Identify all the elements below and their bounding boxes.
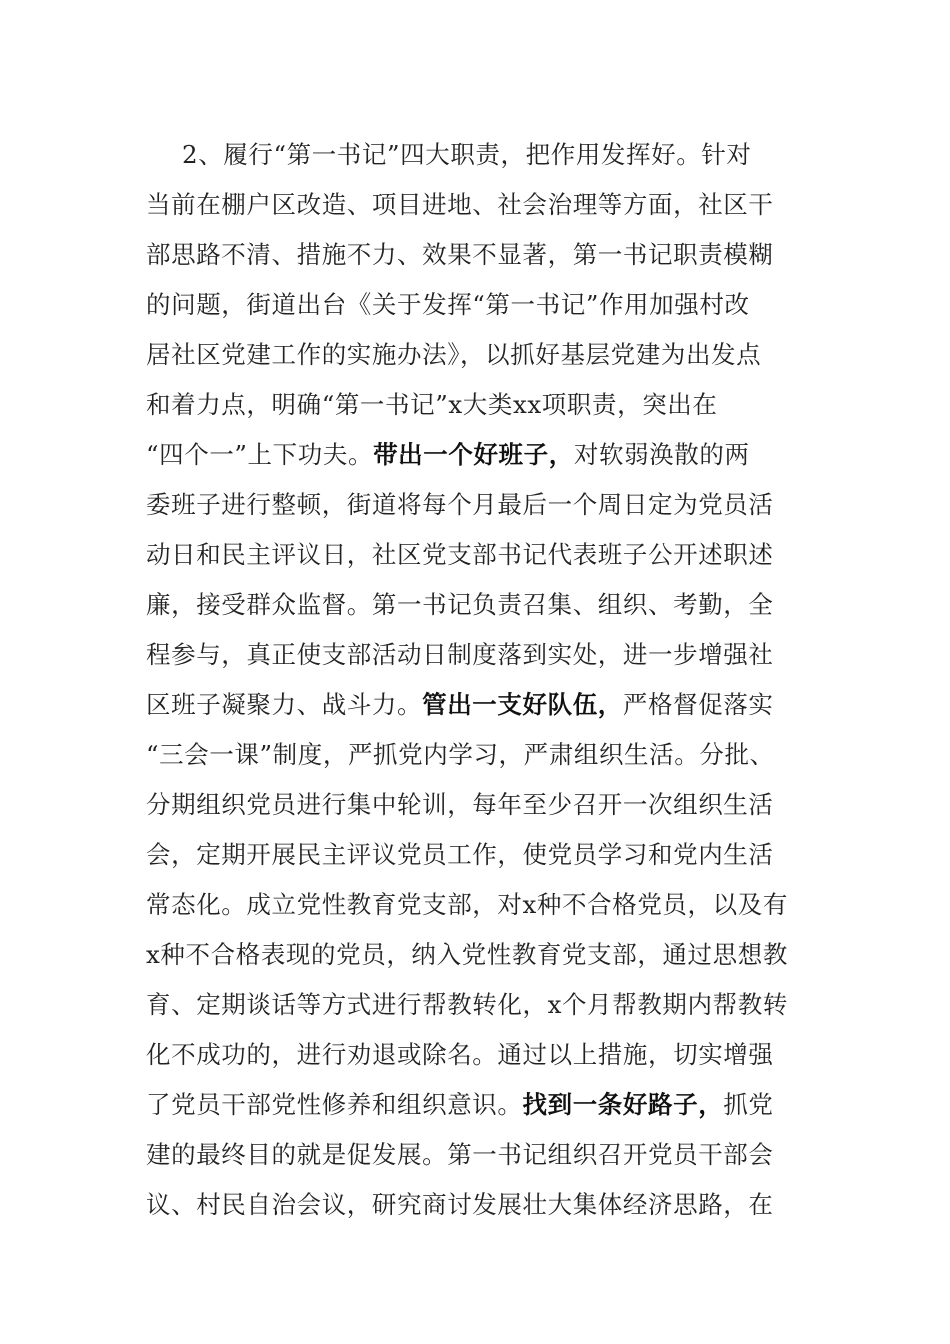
text-segment: 建的最终目的就是促发展。第一书记组织召开党员干部会 xyxy=(146,1140,774,1169)
text-line xyxy=(146,1080,806,1130)
text-segment: 议、村民自治会议，研究商讨发展壮大集体经济思路，在 xyxy=(146,1190,774,1219)
text-segment: 会，定期开展民主评议党员工作，使党员学习和党内生活 xyxy=(146,840,774,869)
text-line xyxy=(146,1130,806,1180)
text-segment: 部思路不清、措施不力、效果不显著，第一书记职责模糊 xyxy=(146,240,774,269)
text-line xyxy=(146,930,806,980)
text-segment: x种不合格表现的党员，纳入党性教育党支部，通过思想教 xyxy=(146,940,788,969)
text-line xyxy=(146,430,806,480)
text-segment: 区班子凝聚力、战斗力。 xyxy=(146,690,423,719)
text-line xyxy=(146,280,806,330)
text-line xyxy=(146,580,806,630)
text-segment: “三会一课”制度，严抓党内学习，严肃组织生活。分批、 xyxy=(146,740,775,769)
text-segment: 了党员干部党性修养和组织意识。 xyxy=(146,1090,523,1119)
text-segment: 当前在棚户区改造、项目进地、社会治理等方面，社区干 xyxy=(146,190,774,219)
text-line xyxy=(146,130,806,180)
text-line xyxy=(146,880,806,930)
text-segment: 2、履行“第一书记”四大职责，把作用发挥好。针对 xyxy=(182,140,752,169)
text-segment: 抓党 xyxy=(723,1090,774,1119)
bold-heading-phrase: 带出一个好班子， xyxy=(373,440,574,469)
bold-heading-phrase: 找到一条好路子， xyxy=(522,1090,724,1119)
text-line xyxy=(146,380,806,430)
text-line xyxy=(146,480,806,530)
text-segment: 化不成功的，进行劝退或除名。通过以上措施，切实增强 xyxy=(146,1040,774,1069)
text-segment: 动日和民主评议日，社区党支部书记代表班子公开述职述 xyxy=(146,540,774,569)
text-segment: “四个一”上下功夫。 xyxy=(146,440,374,469)
text-line xyxy=(146,830,806,880)
text-segment: 对软弱涣散的两 xyxy=(573,440,750,469)
text-segment: 严格督促落实 xyxy=(622,690,774,719)
text-line xyxy=(146,180,806,230)
text-line xyxy=(146,780,806,830)
text-line xyxy=(146,630,806,680)
text-segment: 居社区党建工作的实施办法》，以抓好基层党建为出发点 xyxy=(146,340,762,369)
text-segment: 育、定期谈话等方式进行帮教转化，x个月帮教期内帮教转 xyxy=(146,990,788,1019)
text-segment: 的问题，街道出台《关于发挥“第一书记”作用加强村改 xyxy=(146,290,750,319)
text-line xyxy=(146,680,806,730)
text-segment: 廉，接受群众监督。第一书记负责召集、组织、考勤，全 xyxy=(146,590,774,619)
text-line xyxy=(146,980,806,1030)
text-line xyxy=(146,530,806,580)
text-line xyxy=(146,330,806,380)
text-line xyxy=(146,730,806,780)
body-paragraph xyxy=(146,130,806,1230)
text-line xyxy=(146,1030,806,1080)
text-line xyxy=(146,1180,806,1230)
text-segment: 和着力点，明确“第一书记”x大类xx项职责，突出在 xyxy=(146,390,718,419)
text-segment: 常态化。成立党性教育党支部，对x种不合格党员，以及有 xyxy=(146,890,788,919)
bold-heading-phrase: 管出一支好队伍， xyxy=(422,690,623,719)
text-segment: 分期组织党员进行集中轮训，每年至少召开一次组织生活 xyxy=(146,790,774,819)
text-segment: 程参与，真正使支部活动日制度落到实处，进一步增强社 xyxy=(146,640,774,669)
text-segment: 委班子进行整顿，街道将每个月最后一个周日定为党员活 xyxy=(146,490,774,519)
text-line xyxy=(146,230,806,280)
